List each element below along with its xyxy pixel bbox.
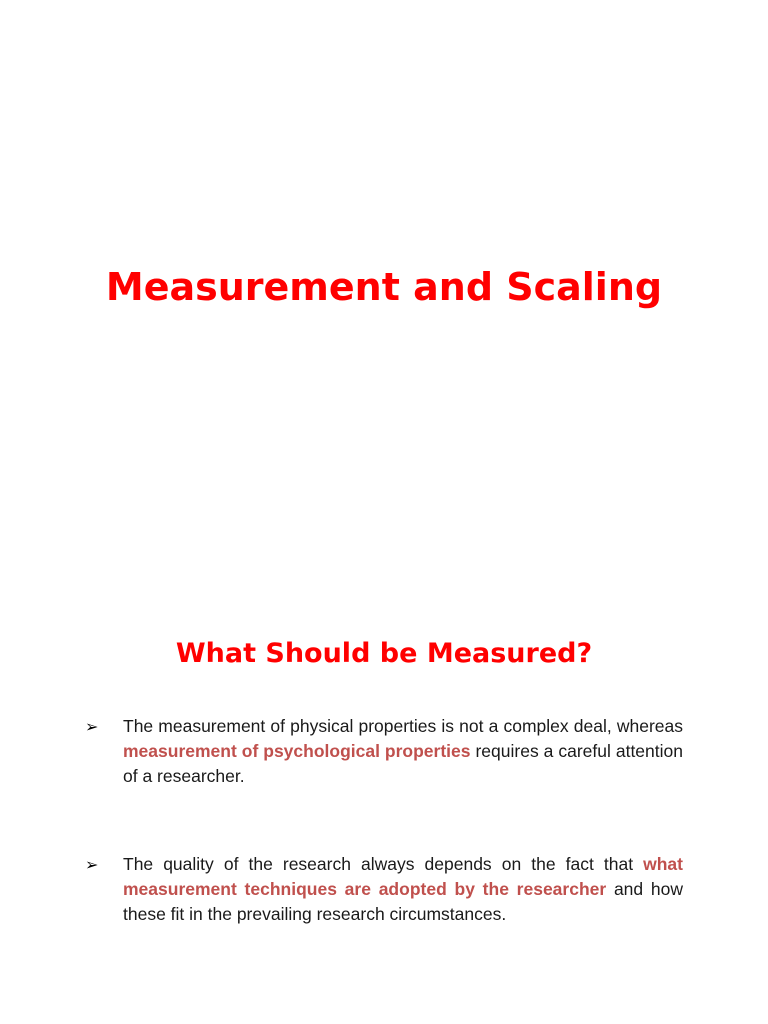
content-slide [0,576,768,1024]
highlight-text: measurement of psychological properties [123,741,471,761]
bullet-text [123,714,683,789]
bullet-item [0,852,768,927]
main-title: Measurement and Scaling [105,265,663,309]
arrow-bullet-icon: ➢ [85,855,99,874]
bullet-text [123,852,683,927]
arrow-bullet-icon: ➢ [85,717,99,736]
bullet-text-end: requires a careful attention of a researcher. [123,741,683,786]
bullet-list [0,714,768,990]
bullet-text-start: The quality of the research always depends on the fact that [123,854,644,874]
highlight-text: what measurement techniques are adopted by the researcher [123,854,683,899]
section-title: What Should be Measured? [175,638,593,669]
bullet-item [0,714,768,789]
bullet-text-end: and how these fit in the prevailing research circumstances. [123,879,684,924]
bullet-text-start: The measurement of physical properties is not a complex deal, whereas [123,716,683,736]
